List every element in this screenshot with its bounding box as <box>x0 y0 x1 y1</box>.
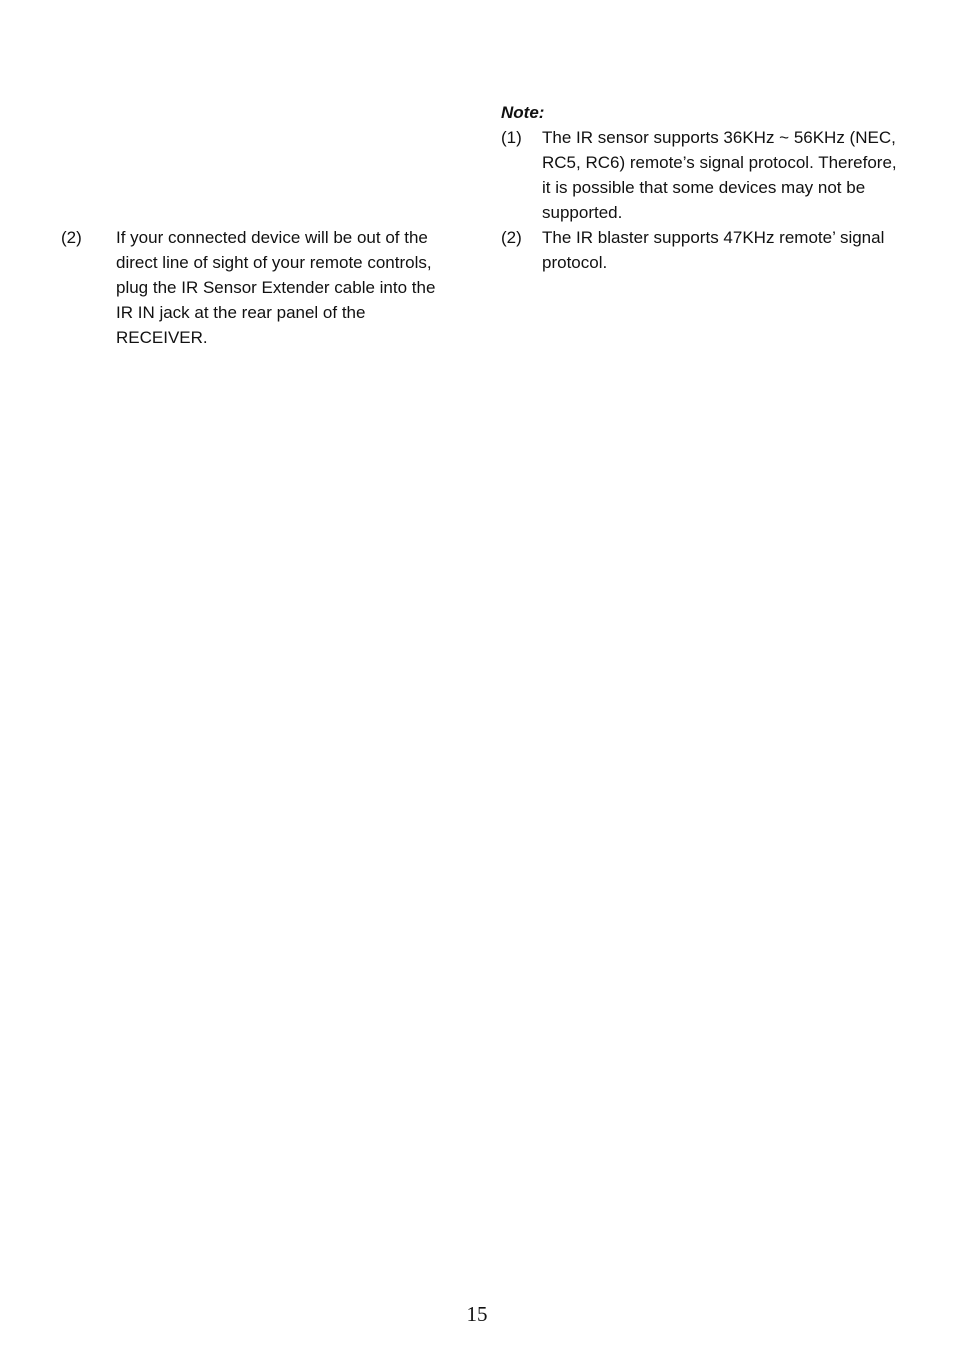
note-item-number: (2) <box>501 228 522 247</box>
note-item-text: The IR blaster supports 47KHz remote’ signal protocol. <box>542 228 885 272</box>
note-item-text: The IR sensor supports 36KHz ~ 56KHz (NEC, RC5, RC6) remote’s signal protocol. Therefore, it is possible that some devices may not be supported. <box>542 128 897 222</box>
page-number: 15 <box>466 1302 488 1326</box>
note-item-number: (1) <box>501 128 522 147</box>
note-title: Note: <box>501 103 545 122</box>
instruction-item-number: (2) <box>61 228 82 247</box>
note-item-1 <box>501 125 901 225</box>
note-item-2 <box>501 225 901 275</box>
instruction-item-text: If your connected device will be out of the direct line of sight of your remote controls, plug the IR Sensor Extender cable into the IR IN jack at the rear panel of the RECEIVER. <box>116 228 436 347</box>
note-block <box>501 100 901 275</box>
